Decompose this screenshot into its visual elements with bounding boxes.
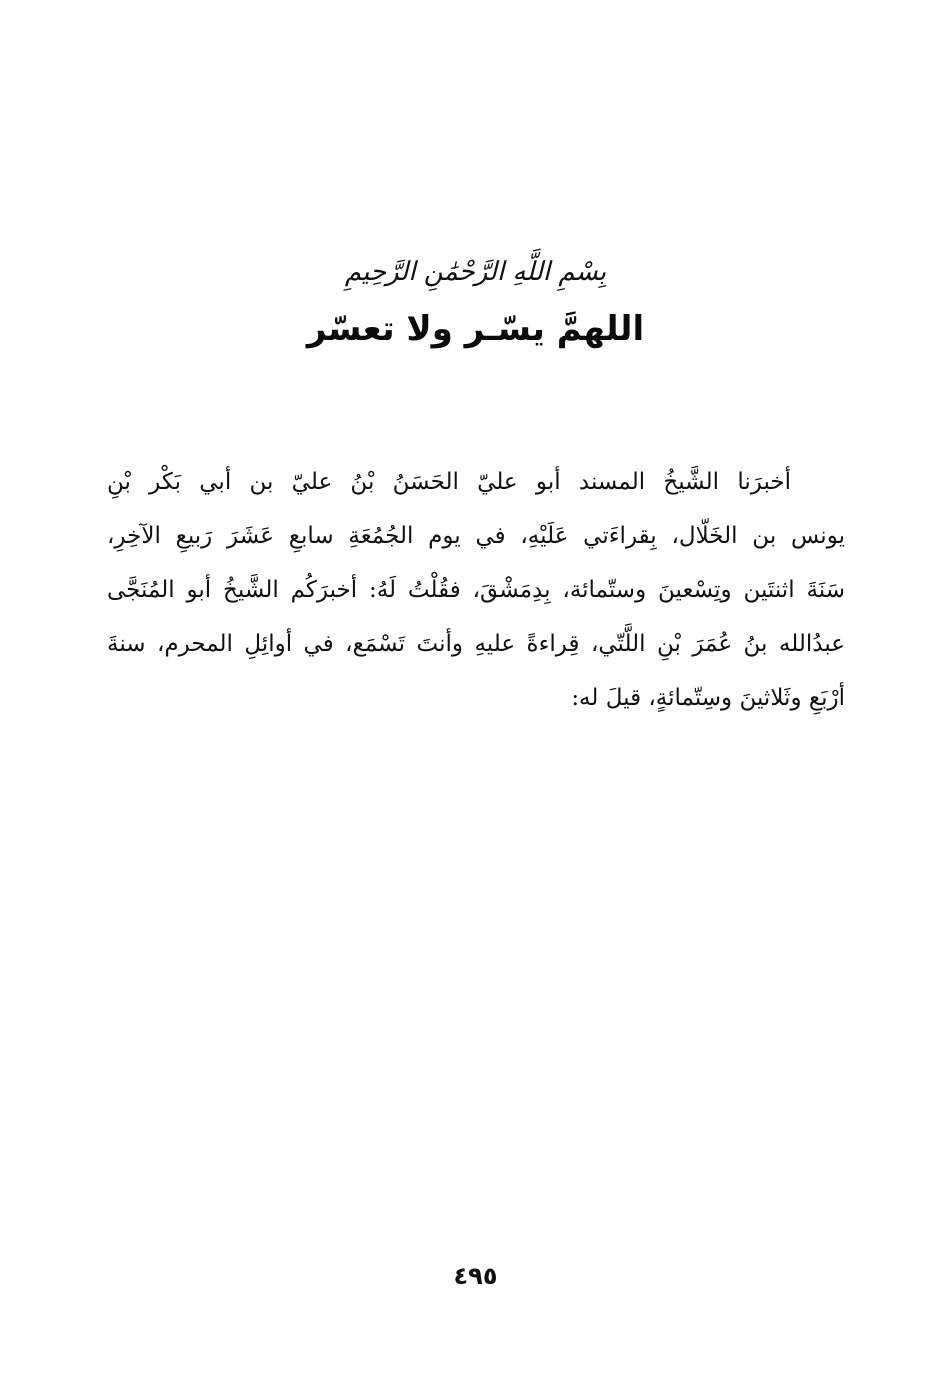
body-line: يونس بن الخَلّال، بِقراءَتي عَلَيْهِ، في يوم الجُمُعَةِ سابعِ عَشَرَ رَبيعِ الآخِرِ، xyxy=(107,523,845,549)
page-heading: اللهمَّ يسّـر ولا تعسّر xyxy=(306,309,645,349)
page-number: ٤٩٥ xyxy=(453,1262,498,1290)
body-line: أرْبَعِ وثَلاثينَ وسِتّمائةٍ، قيلَ له: xyxy=(571,685,845,711)
body-paragraph xyxy=(107,455,845,725)
body-line: عبدُالله بنُ عُمَرَ بْنِ اللَّتّي، قِراءةً عليهِ وأنتَ تَسْمَع، في أوائِلِ المحرم، سنةَ xyxy=(107,631,845,657)
basmala: بِسْمِ اللَّهِ الرَّحْمَٰنِ الرَّحِيمِ xyxy=(344,257,607,287)
body-line: أخبرَنا الشَّيخُ المسند أبو عليّ الحَسَنُ بْنُ عليّ بن أبي بَكْر بْنِ xyxy=(107,469,791,495)
body-line: سَنَةَ اثنتَين وتِسْعينَ وستّمائة، بِدِمَشْقَ، فقُلْتُ لَهُ: أخبرَكُم الشَّيخُ أبو المُنَجَّى xyxy=(107,577,845,603)
